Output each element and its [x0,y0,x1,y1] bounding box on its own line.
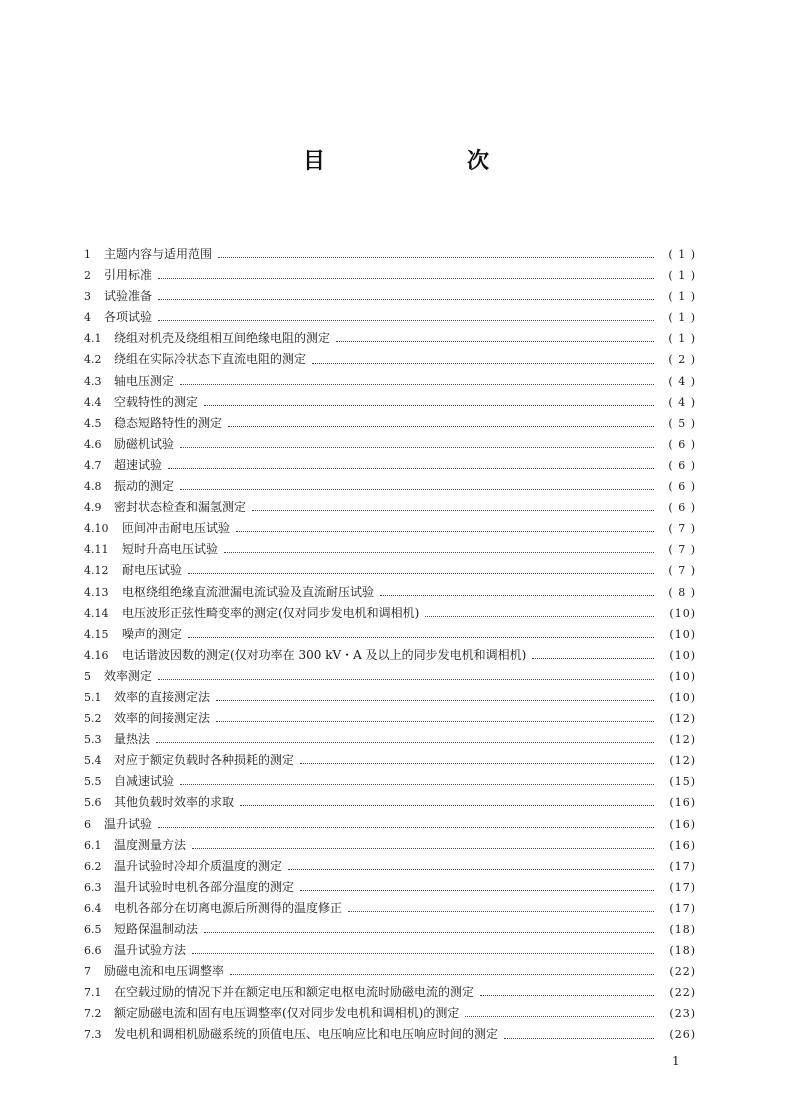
toc-entry-number: 4.7 [84,458,102,472]
toc-leader-dots [240,805,654,806]
toc-entry [84,582,696,603]
toc-entry-title: 电枢绕组绝缘直流泄漏电流试验及直流耐压试验 [122,584,375,599]
toc-leader-dots [300,890,654,891]
toc-entry [84,624,696,645]
toc-entry-title: 稳态短路特性的测定 [114,415,223,430]
toc-entry-title: 温升试验时电机各部分温度的测定 [114,879,295,894]
toc-entry-number: 4.1 [84,332,102,346]
toc-entry-title: 电机各部分在切离电源后所测得的温度修正 [114,900,343,915]
toc-entry-number: 4.5 [84,416,102,430]
toc-leader-dots [158,320,654,321]
toc-entry-page: ( 1 ) [668,290,696,304]
toc-entry-title: 温升试验时冷却介质温度的测定 [114,858,283,873]
toc-leader-dots [216,700,654,701]
toc-entry-number: 2 [84,269,91,283]
toc-entry [84,265,696,286]
toc-entry-page: ( 1 ) [668,269,696,283]
toc-entry-title: 短时升高电压试验 [122,542,219,557]
toc-entry-title: 匝间冲击耐电压试验 [122,521,231,536]
toc-entry [84,771,696,792]
toc-leader-dots [188,637,654,638]
toc-leader-dots [380,595,654,596]
toc-entry-title: 电话谐波因数的测定(仅对功率在 300 kV・A 及以上的同步发电机和调相机) [122,647,527,662]
toc-entry [84,645,696,666]
toc-entry [84,349,696,370]
toc-entry-page: ( 1 ) [668,311,696,325]
toc-entry-number: 4.4 [84,395,102,409]
toc-entry-page: (12) [669,733,696,747]
toc-entry [84,371,696,392]
toc-leader-dots [228,426,654,427]
toc-entry-page: ( 6 ) [668,458,696,472]
toc-entry [84,877,696,898]
toc-leader-dots [192,953,654,954]
toc-entry-number: 1 [84,248,91,261]
toc-leader-dots [180,384,654,385]
toc-entry-number: 5.3 [84,733,102,747]
toc-leader-dots [188,573,654,574]
toc-entry-page: (18) [669,944,696,958]
toc-entry-number: 6.6 [84,944,102,958]
toc-leader-dots [465,1016,654,1017]
toc-leader-dots [216,721,654,722]
toc-entry-page: (12) [669,754,696,768]
toc-entry [84,603,696,624]
toc-entry-title: 对应于额定负载时各种损耗的测定 [114,753,295,768]
toc-entry [84,1003,696,1024]
toc-entry-title: 电压波形正弦性畸变率的测定(仅对同步发电机和调相机) [122,605,420,620]
toc-entry-title: 效率的直接测定法 [114,689,211,704]
toc-entry-page: (10) [669,648,696,662]
toc-entry-page: (22) [669,986,696,1000]
toc-entry-number: 5 [84,669,91,683]
toc-entry-page: ( 6 ) [668,480,696,494]
toc-entry [84,434,696,455]
toc-entry-page: ( 5 ) [668,416,696,430]
toc-entry-number: 5.6 [84,796,102,810]
toc-leader-dots [348,911,654,912]
toc-entry [84,307,696,328]
toc-entry-title: 额定励磁电流和固有电压调整率(仅对同步发电机和调相机)的测定 [114,1006,460,1021]
toc-entry-number: 4.14 [84,606,109,620]
toc-entry [84,1024,696,1045]
toc-entry-title: 励磁机试验 [114,436,175,451]
toc-entry-title: 效率测定 [104,668,153,683]
toc-entry-title: 绕组在实际冷状态下直流电阻的测定 [114,352,307,367]
toc-entry-title: 振动的测定 [114,479,175,494]
toc-entry-number: 6.4 [84,901,102,915]
toc-entry-title: 空载特性的测定 [114,394,199,409]
toc-entry-number: 7.1 [84,986,102,1000]
toc-entry-page: (26) [669,1028,696,1042]
toc-entry-number: 4.16 [84,648,109,662]
toc-entry-page: (15) [669,775,696,789]
toc-entry-number: 6.2 [84,859,102,873]
toc-entry-number: 4.8 [84,480,102,494]
toc-entry-number: 5.1 [84,690,102,704]
toc-entry-title: 其他负载时效率的求取 [114,795,235,810]
toc-entry-page: (16) [669,838,696,852]
toc-entry-title: 量热法 [114,732,151,747]
toc-entry [84,856,696,877]
toc-entry-page: (16) [669,817,696,831]
toc-entry [84,413,696,434]
toc-entry-page: ( 2 ) [668,353,696,367]
toc-entry [84,539,696,560]
toc-entry [84,328,696,349]
toc-entry-page: (17) [669,901,696,915]
toc-entry-number: 7.3 [84,1028,102,1042]
toc-leader-dots [158,679,654,680]
toc-entry-page: (10) [669,690,696,704]
toc-entry [84,560,696,581]
toc-entry-title: 试验准备 [104,289,153,304]
toc-entry-title: 超速试验 [114,457,163,472]
toc-leader-dots [180,447,654,448]
toc-entry-title: 效率的间接测定法 [114,711,211,726]
toc-entry-number: 5.5 [84,775,102,789]
toc-entry-number: 4.2 [84,353,102,367]
toc-entry [84,518,696,539]
toc-entry-number: 7.2 [84,1007,102,1021]
toc-entry-page: ( 1 ) [668,332,696,346]
toc-entry-number: 6.5 [84,923,102,936]
toc-entry [84,792,696,813]
toc-entry-title: 自减速试验 [114,774,175,789]
toc-leader-dots [504,1038,654,1039]
toc-entry-page: ( 7 ) [668,564,696,578]
toc-entry-title: 温度测量方法 [114,837,187,852]
toc-leader-dots [224,552,654,553]
toc-entry-number: 3 [84,290,91,304]
toc-entry-title: 在空载过励的情况下并在额定电压和额定电枢电流时励磁电流的测定 [114,985,475,1000]
toc-entry-title: 轴电压测定 [114,373,175,388]
toc-entry-page: ( 7 ) [668,543,696,557]
toc-entry-number: 7 [84,965,91,979]
toc-leader-dots [300,763,654,764]
toc-entry-page: ( 1 ) [668,248,696,261]
toc-entry-number: 6.1 [84,838,102,852]
toc-entry-page: ( 7 ) [668,522,696,536]
toc-entry-number: 4.9 [84,501,102,515]
toc-entry [84,898,696,919]
toc-leader-dots [168,468,654,469]
toc-leader-dots [180,784,654,785]
toc-entry-page: (16) [669,796,696,810]
toc-entry-title: 各项试验 [104,310,153,325]
toc-leader-dots [192,848,654,849]
toc-entry-page: ( 8 ) [668,585,696,599]
toc-entry-page: ( 4 ) [668,395,696,409]
toc-entry-number: 4.15 [84,627,109,641]
toc-entry-number: 4.12 [84,564,109,578]
toc-leader-dots [158,827,654,828]
toc-entry [84,708,696,729]
toc-leader-dots [312,363,654,364]
toc-entry [84,835,696,856]
toc-entry [84,455,696,476]
toc-entry [84,750,696,771]
toc-leader-dots [532,658,654,659]
toc-entry [84,286,696,307]
toc-entry [84,919,696,940]
page-title: 目 次 [302,149,549,174]
toc-leader-dots [180,489,654,490]
page-number: 1 [672,1054,680,1068]
toc-leader-dots [236,531,654,532]
toc-entry [84,392,696,413]
toc-entry [84,729,696,750]
table-of-contents [84,244,696,1046]
toc-leader-dots [336,341,654,342]
toc-entry [84,497,696,518]
toc-entry-page: (17) [669,880,696,894]
toc-leader-dots [425,616,654,617]
toc-entry [84,814,696,835]
toc-entry-number: 4.11 [84,543,109,557]
toc-entry-page: (18) [669,923,696,936]
toc-entry-page: ( 4 ) [668,374,696,388]
toc-leader-dots [156,742,654,743]
toc-entry [84,961,696,982]
toc-leader-dots [230,974,654,975]
toc-entry-page: (12) [669,712,696,726]
toc-entry-page: (23) [669,1007,696,1021]
toc-leader-dots [204,405,654,406]
toc-entry-number: 6 [84,817,91,831]
toc-entry-page: (10) [669,606,696,620]
toc-entry [84,476,696,497]
toc-entry-number: 5.4 [84,754,102,768]
toc-entry-title: 主题内容与适用范围 [104,247,213,261]
toc-entry-number: 4.10 [84,522,109,536]
toc-entry-title: 密封状态检查和漏氢测定 [114,500,247,515]
toc-leader-dots [288,869,654,870]
toc-entry-page: (22) [669,965,696,979]
toc-entry [84,940,696,961]
toc-entry [84,687,696,708]
toc-entry-page: (10) [669,669,696,683]
toc-entry-title: 温升试验方法 [114,943,187,958]
toc-entry-title: 温升试验 [104,816,153,831]
toc-leader-dots [218,257,654,258]
toc-entry-title: 耐电压试验 [122,563,183,578]
toc-entry-title: 励磁电流和电压调整率 [104,964,225,979]
toc-entry [84,982,696,1003]
toc-entry-number: 6.3 [84,880,102,894]
toc-entry [84,244,696,265]
toc-leader-dots [158,278,654,279]
toc-entry-title: 绕组对机壳及绕组相互间绝缘电阻的测定 [114,331,331,346]
toc-entry-number: 4.3 [84,374,102,388]
toc-entry-number: 5.2 [84,712,102,726]
toc-entry-page: ( 6 ) [668,437,696,451]
toc-leader-dots [158,299,654,300]
toc-entry-title: 噪声的测定 [122,626,183,641]
toc-entry-page: (17) [669,859,696,873]
toc-entry [84,666,696,687]
toc-entry-number: 4.13 [84,585,109,599]
toc-entry-page: (10) [669,627,696,641]
toc-entry-title: 短路保温制动法 [114,922,199,936]
toc-leader-dots [204,932,654,933]
toc-entry-title: 发电机和调相机励磁系统的顶值电压、电压响应比和电压响应时间的测定 [114,1027,499,1042]
toc-entry-number: 4 [84,311,91,325]
toc-leader-dots [252,510,654,511]
toc-entry-number: 4.6 [84,437,102,451]
toc-entry-page: ( 6 ) [668,501,696,515]
toc-entry-title: 引用标准 [104,268,153,283]
toc-leader-dots [480,995,654,996]
